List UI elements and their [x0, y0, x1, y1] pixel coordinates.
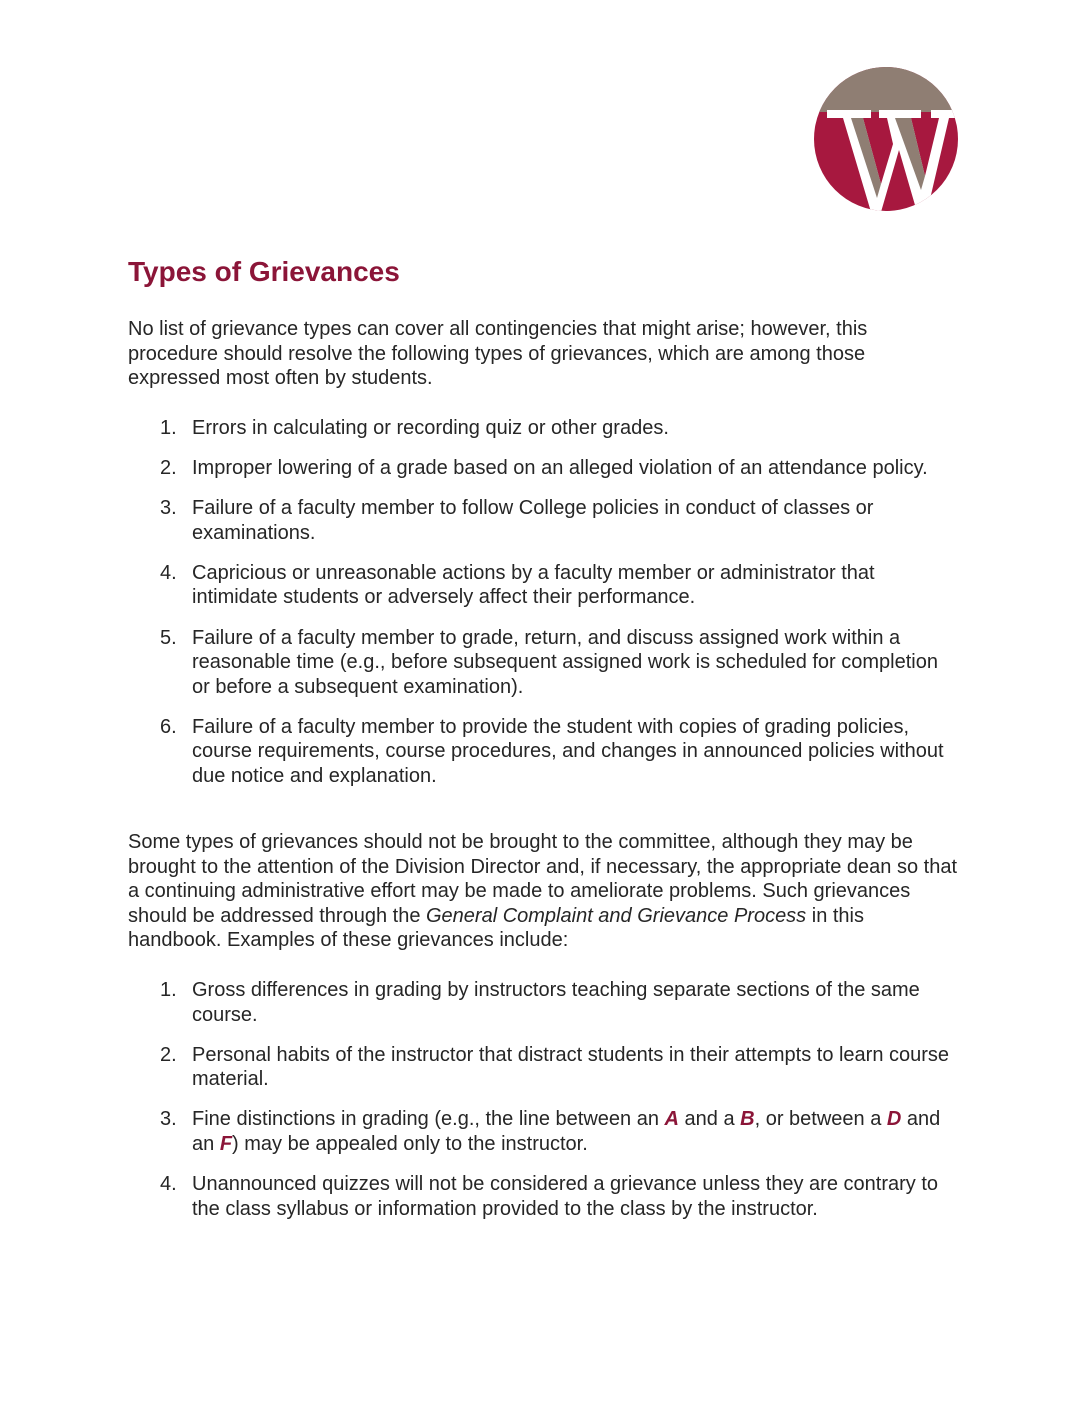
list-item	[128, 1107, 958, 1156]
list-number: 5.	[160, 626, 177, 649]
list-number: 1.	[160, 979, 177, 1001]
list-number: 2.	[160, 457, 177, 480]
grievance-types-list	[128, 416, 958, 804]
list-item-text: Failure of a faculty member to provide the student with copies of grading policies, course requirements, course procedures, and changes in announced policies without due notice and explanation.	[192, 715, 944, 788]
list-item	[128, 626, 958, 700]
list-item	[128, 1043, 958, 1092]
list-number: 3.	[160, 1108, 177, 1131]
list-item-text: Failure of a faculty member to grade, return, and discuss assigned work within a reasonable time (e.g., before subsequent assigned work is scheduled for completion or before a subsequent examination).	[192, 626, 938, 698]
grade-letter: D	[886, 1108, 902, 1131]
logo-top-half	[813, 66, 959, 112]
text-run: , or between a	[754, 1108, 887, 1131]
excluded-grievances-list	[128, 978, 958, 1237]
paragraph-text: Some types of grievances should not be brought to the committee, although they may be brought to the attention of the Division Director and, if necessary, the appropriate dean so that a continuing administrative effort may be made to ameliorate problems. Such grievances should be addressed through the	[128, 831, 958, 927]
list-item	[128, 978, 958, 1027]
text-run: Fine distinctions in grading (e.g., the line between an	[192, 1108, 665, 1131]
list-item-text: Failure of a faculty member to follow College policies in conduct of classes or examinations.	[192, 497, 874, 544]
list-item-text: Gross differences in grading by instructors teaching separate sections of the same course.	[192, 979, 920, 1026]
list-item-text: Improper lowering of a grade based on an alleged violation of an attendance policy.	[192, 457, 928, 480]
text-run: ) may be appealed only to the instructor.	[232, 1132, 588, 1155]
list-number: 1.	[160, 417, 177, 439]
list-item-text: Errors in calculating or recording quiz or other grades.	[192, 417, 669, 439]
intro-paragraph: No list of grievance types can cover all contingencies that might arise; however, this procedure should resolve the following types of grievances, which are among those expressed most often by students.	[128, 318, 868, 390]
college-logo	[813, 66, 959, 212]
list-number: 2.	[160, 1043, 177, 1066]
grade-letter: F	[219, 1132, 233, 1155]
list-number: 3.	[160, 497, 177, 520]
list-item-text: Unannounced quizzes will not be considered a grievance unless they are contrary to the class syllabus or information provided to the class by the instructor.	[192, 1173, 938, 1220]
list-number: 4.	[160, 561, 177, 584]
page-title: Types of Grievances	[128, 256, 400, 287]
text-run: and a	[678, 1108, 741, 1131]
grade-letter: B	[740, 1108, 755, 1131]
paragraph-text: in this handbook. Examples of these grievances include:	[128, 904, 864, 952]
exclusions-paragraph	[128, 830, 958, 953]
list-item	[128, 715, 958, 789]
process-name: General Complaint and Grievance Process	[426, 904, 807, 927]
list-item	[128, 416, 958, 441]
list-item	[128, 456, 958, 481]
list-item	[128, 561, 958, 610]
list-item	[128, 496, 958, 545]
list-item-text	[192, 1108, 940, 1155]
text-run: and an	[192, 1108, 941, 1155]
list-item-text: Capricious or unreasonable actions by a faculty member or administrator that intimidate students or adversely affect their performance.	[192, 561, 875, 609]
list-item-text: Personal habits of the instructor that distract students in their attempts to learn course material.	[192, 1043, 950, 1091]
list-number: 6.	[160, 715, 177, 738]
list-number: 4.	[160, 1173, 177, 1196]
grade-letter: A	[664, 1108, 679, 1131]
list-item	[128, 1172, 958, 1221]
